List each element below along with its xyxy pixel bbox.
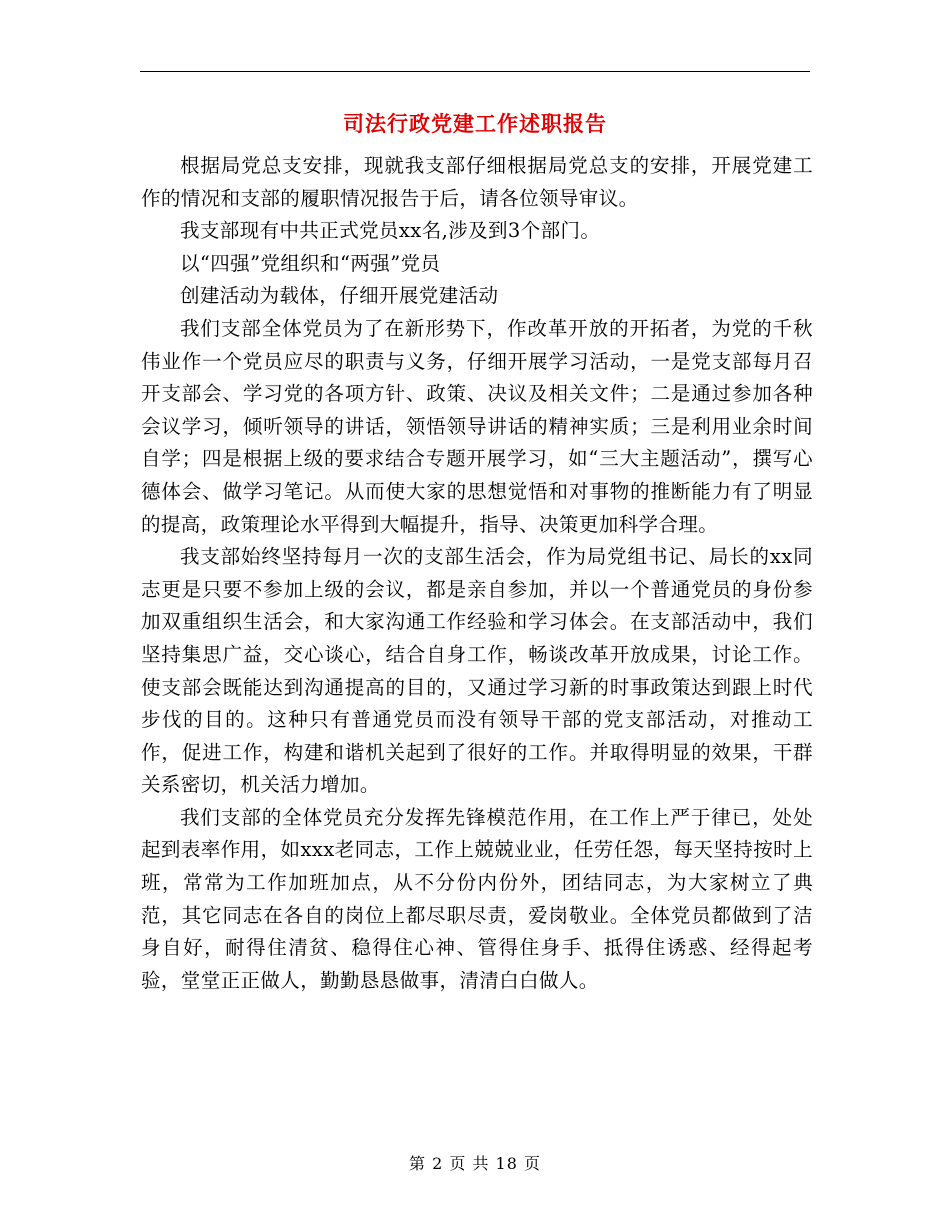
paragraph-study: 我们支部全体党员为了在新形势下，作改革开放的开拓者，为党的千秋伟业作一个党员应尽的职责与义务，仔细开展学习活动，一是党支部每月召开支部会、学习党的各项方针、政策、决议及相关文件；二是通过参加各种会议学习，倾听领导的讲话，领悟领导讲话的精神实质；三是利用业余时间自学；四是根据上级的要求结合专题开展学习，如“三大主题活动”，撰写心德体会、做学习笔记。从而使大家的思想觉悟和对事物的推断能力有了明显的提高，政策理论水平得到大幅提升，指导、决策更加科学合理。 (141, 316, 813, 536)
paragraph-heading-2: 创建活动为载体，仔细开展党建活动 (180, 284, 499, 308)
paragraph-membership: 我支部现有中共正式党员xx名,涉及到3个部门。 (180, 219, 601, 243)
paragraph-branch-life: 我支部始终坚持每月一次的支部生活会，作为局党组书记、局长的xx同志更是只要不参加上级的会议，都是亲自参加，并以一个普通党员的身份参加双重组织生活会，和大家沟通工作经验和学习体会。在支部活动中，我们坚持集思广益，交心谈心，结合自身工作，畅谈改革开放成果，讨论工作。使支部会既能达到沟通提高的目的，又通过学习新的时事政策达到跟上时代步伐的目的。这种只有普通党员而没有领导干部的党支部活动，对推动工作，促进工作，构建和谐机关起到了很好的工作。并取得明显的效果，干群关系密切，机关活力增加。 (141, 545, 813, 797)
header-rule (140, 71, 810, 72)
paragraph-intro: 根据局党总支安排，现就我支部仔细根据局党总支的安排，开展党建工作的情况和支部的履职情况报告于后，请各位领导审议。 (141, 154, 813, 210)
page-number: 第 2 页 共 18 页 (409, 1154, 541, 1173)
document-title: 司法行政党建工作述职报告 (343, 111, 607, 136)
document-body (141, 150, 813, 997)
paragraph-vanguard: 我们支部的全体党员充分发挥先锋模范作用，在工作上严于律已，处处起到表率作用，如xxx老同志，工作上兢兢业业，任劳任怨，每天坚持按时上班，常常为工作加班加点，从不分份内份外，团结同志，为大家树立了典范，其它同志在各自的岗位上都尽职尽责，爱岗敬业。全体党员都做到了洁身自好，耐得住清贫、稳得住心神、管得住身手、抵得住诱惑、经得起考验，堂堂正正做人，勤勤恳恳做事，清清白白做人。 (141, 805, 813, 992)
paragraph-heading-1: 以“四强”党组织和“两强”党员 (180, 251, 441, 275)
